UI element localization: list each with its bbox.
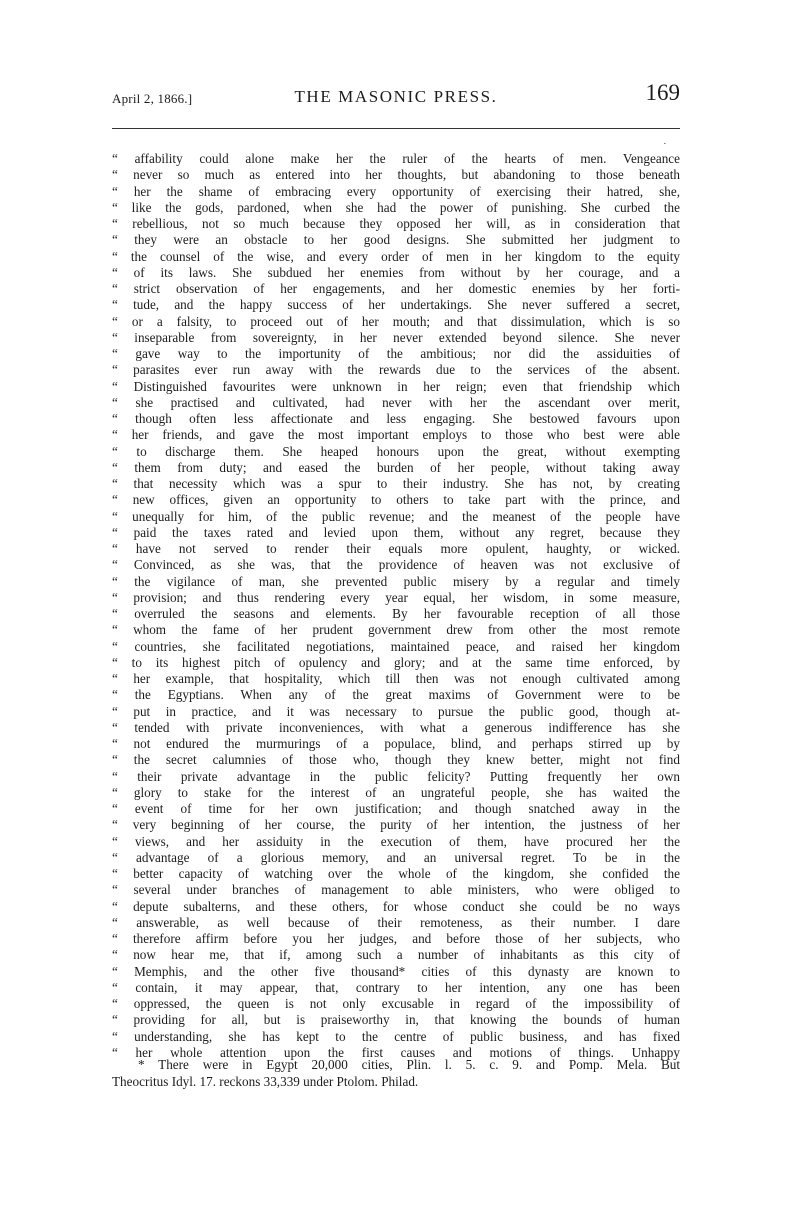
text-line: “ affability could alone make her the ruler of the hearts of men. Vengeance bbox=[112, 151, 680, 166]
text-line: “ never so much as entered into her thoughts, but abandoning to those beneath bbox=[112, 167, 680, 183]
issue-date: April 2, 1866.] bbox=[112, 91, 193, 106]
text-line: “ that necessity which was a spur to their industry. She has not, by creating bbox=[112, 476, 680, 491]
text-line: “ overruled the seasons and elements. By her favourable reception of all those bbox=[112, 606, 680, 621]
page-header bbox=[112, 80, 680, 110]
text-line: “ views, and her assiduity in the execution of them, have procured her the bbox=[112, 833, 680, 849]
print-speck: · bbox=[663, 138, 667, 150]
text-line: “ her the shame of embracing every opportunity of exercising their hatred, she, bbox=[112, 183, 680, 199]
text-line: “ paid the taxes rated and levied upon them, without any regret, because they bbox=[112, 524, 680, 540]
text-line: “ Convinced, as she was, that the providence of heaven was not exclusive of bbox=[112, 557, 680, 573]
publication-title: THE MASONIC PRESS. bbox=[294, 87, 498, 106]
text-line: “ unequally for him, of the public revenue; and the meanest of the people have bbox=[112, 508, 680, 524]
text-line: “ glory to stake for the interest of an ungrateful people, she has waited the bbox=[112, 784, 680, 800]
text-line: “ answerable, as well because of their remoteness, as their number. I dare bbox=[112, 914, 680, 930]
text-line: “ providing for all, but is praiseworthy in, that knowing the bounds of human bbox=[112, 1012, 680, 1028]
text-line: “ countries, she facilitated negotiations, maintained peace, and raised her kingdom bbox=[112, 638, 680, 654]
text-line: “ their private advantage in the public felicity? Putting frequently her own bbox=[112, 768, 680, 784]
text-line: “ several under branches of management to able ministers, who were obliged to bbox=[112, 882, 680, 898]
footnote bbox=[112, 1056, 680, 1090]
text-line: “ her friends, and gave the most important employs to those who best were able bbox=[112, 427, 680, 443]
text-line: “ she practised and cultivated, had never with her the ascendant over merit, bbox=[112, 394, 680, 410]
text-line: “ depute subalterns, and these others, for whose conduct she could be no ways bbox=[112, 898, 680, 914]
text-line: “ or a falsity, to proceed out of her mouth; and that dissimulation, which is so bbox=[112, 313, 680, 329]
text-line: “ now hear me, that if, among such a number of inhabitants as this city of bbox=[112, 947, 680, 963]
footnote-line: Theocritus Idyl. 17. reckons 33,339 under Ptolom. Philad. bbox=[112, 1074, 419, 1089]
text-line: “ not endured the murmurings of a populace, blind, and perhaps stirred up by bbox=[112, 736, 680, 751]
text-line: “ better capacity of watching over the whole of the kingdom, she confided the bbox=[112, 866, 680, 881]
text-line: “ of its laws. She subdued her enemies from without by her courage, and a bbox=[112, 264, 680, 280]
text-line: “ gave way to the importunity of the ambitious; nor did the assiduities of bbox=[112, 346, 680, 361]
text-line: “ the vigilance of man, she prevented public misery by a regular and timely bbox=[112, 573, 680, 589]
text-line: “ Memphis, and the other five thousand* cities of this dynasty are known to bbox=[112, 963, 680, 979]
text-line: “ contain, it may appear, that, contrary to her intention, any one has been bbox=[112, 979, 680, 995]
header-rule bbox=[112, 128, 680, 129]
text-line: “ tended with private inconveniences, with what a generous indifference has she bbox=[112, 719, 680, 735]
text-line: “ therefore affirm before you her judges, and before those of her subjects, who bbox=[112, 931, 680, 946]
text-line: “ tude, and the happy success of her undertakings. She never suffered a secret, bbox=[112, 297, 680, 313]
text-line: “ to its highest pitch of opulency and glory; and at the same time enforced, by bbox=[112, 654, 680, 670]
text-line: “ strict observation of her engagements, and her domestic enemies by her forti- bbox=[112, 281, 680, 296]
page-number: 169 bbox=[645, 80, 680, 105]
text-line: “ put in practice, and it was necessary to pursue the public good, though at- bbox=[112, 703, 680, 719]
text-line: “ new offices, given an opportunity to others to take part with the prince, and bbox=[112, 492, 680, 508]
text-line: “ parasites ever run away with the rewards due to the services of the absent. bbox=[112, 362, 680, 378]
text-line: “ her whole attention upon the first causes and motions of things. Unhappy bbox=[112, 1044, 680, 1060]
text-line: “ like the gods, pardoned, when she had the power of punishing. She curbed the bbox=[112, 199, 680, 215]
text-line: “ event of time for her own justification; and though snatched away in the bbox=[112, 801, 680, 816]
text-line: “ have not served to render their equals more opulent, haughty, or wicked. bbox=[112, 541, 680, 556]
text-line: “ her example, that hospitality, which till then was not enough cultivated among bbox=[112, 671, 680, 686]
text-line: “ advantage of a glorious memory, and an universal regret. To be in the bbox=[112, 849, 680, 865]
text-line: “ whom the fame of her prudent government drew from other the most remote bbox=[112, 622, 680, 638]
text-line: “ very beginning of her course, the purity of her intention, the justness of her bbox=[112, 817, 680, 833]
text-line: “ they were an obstacle to her good designs. She submitted her judgment to bbox=[112, 232, 680, 248]
text-line: “ to discharge them. She heaped honours upon the great, without exempting bbox=[112, 443, 680, 459]
article-body bbox=[112, 151, 680, 1061]
text-line: “ the secret calumnies of those who, though they knew better, might not find bbox=[112, 752, 680, 768]
text-line: “ them from duty; and eased the burden of her people, without taking away bbox=[112, 459, 680, 475]
text-line: “ inseparable from sovereignty, in her never extended beyond silence. She never bbox=[112, 329, 680, 345]
text-line: “ understanding, she has kept to the centre of public business, and has fixed bbox=[112, 1028, 680, 1044]
text-line: “ Distinguished favourites were unknown in her reign; even that friendship which bbox=[112, 378, 680, 394]
text-line: “ oppressed, the queen is not only excusable in regard of the impossibility of bbox=[112, 996, 680, 1011]
text-line: “ rebellious, not so much because they opposed her will, as in consideration that bbox=[112, 216, 680, 231]
text-line: “ provision; and thus rendering every year equal, her wisdom, in some measure, bbox=[112, 589, 680, 605]
text-line: “ the Egyptians. When any of the great maxims of Government were to be bbox=[112, 687, 680, 703]
text-line: “ the counsel of the wise, and every order of men in her kingdom to the equity bbox=[112, 248, 680, 264]
text-line: “ though often less affectionate and less engaging. She bestowed favours upon bbox=[112, 411, 680, 426]
footnote-line: * There were in Egypt 20,000 cities, Plin. l. 5. c. 9. and Pomp. Mela. But bbox=[138, 1057, 680, 1072]
